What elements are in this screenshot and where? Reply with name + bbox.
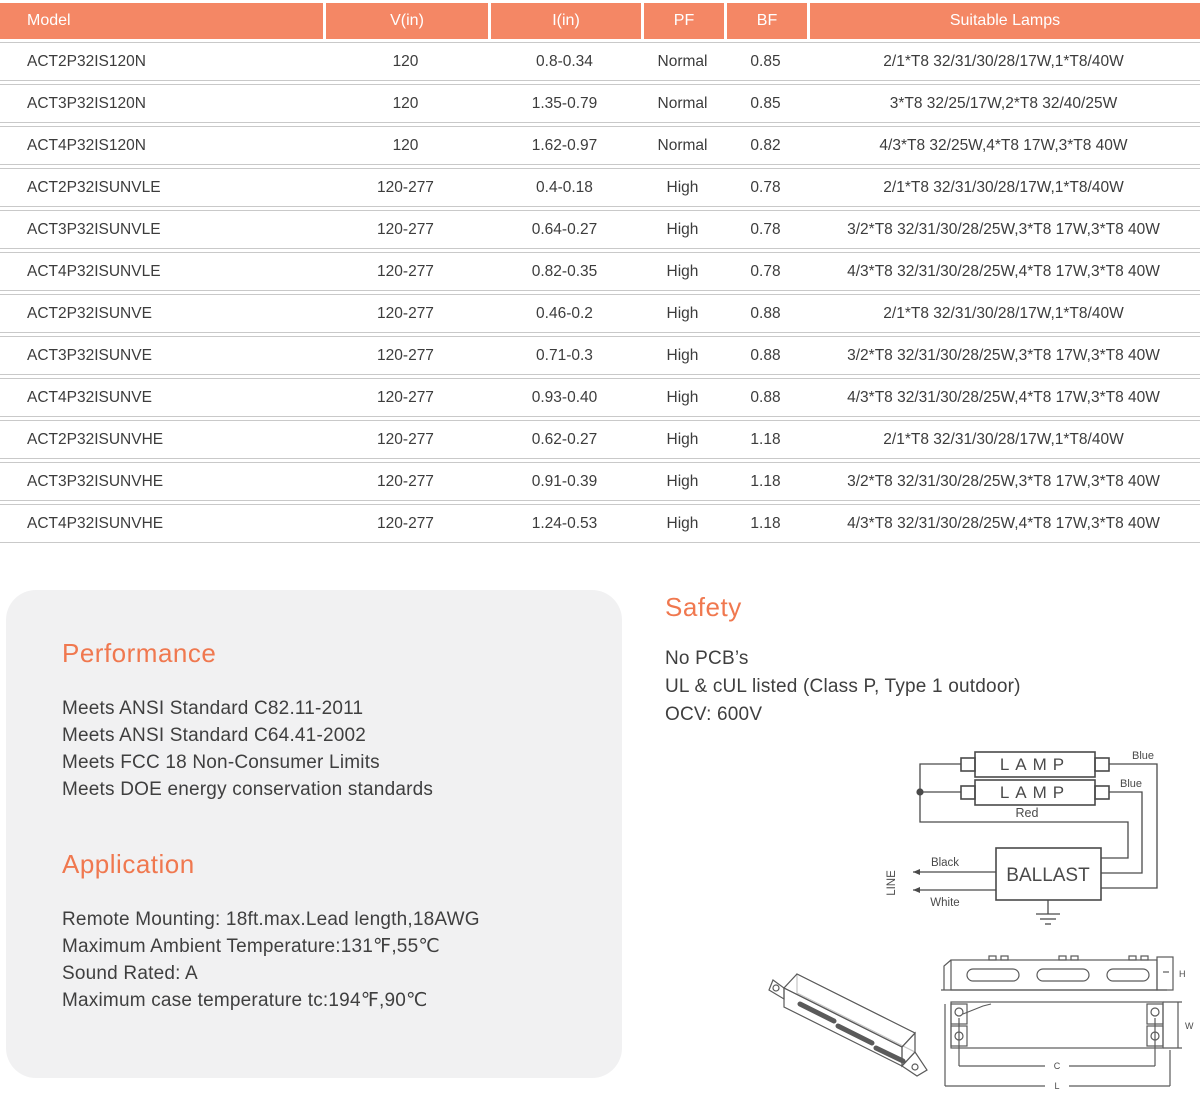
table-cell: 1.35-0.79 bbox=[488, 84, 641, 123]
application-item: Maximum case temperature tc:194℉,90℃ bbox=[62, 990, 428, 1011]
table-cell: 120-277 bbox=[323, 168, 488, 207]
table-cell: 4/3*T8 32/31/30/28/25W,4*T8 17W,3*T8 40W bbox=[807, 504, 1200, 543]
table-cell: 0.78 bbox=[724, 168, 807, 207]
table-cell: 0.4-0.18 bbox=[488, 168, 641, 207]
plan-view bbox=[945, 1002, 1182, 1086]
table-cell: 2/1*T8 32/31/30/28/17W,1*T8/40W bbox=[807, 42, 1200, 81]
table-cell: 0.85 bbox=[724, 84, 807, 123]
table-cell: 120-277 bbox=[323, 462, 488, 501]
table-cell: 0.78 bbox=[724, 210, 807, 249]
blue1-label: Blue bbox=[1131, 750, 1155, 762]
column-header: PF bbox=[641, 3, 724, 39]
white-wire-arrow bbox=[913, 887, 920, 893]
safety-section bbox=[665, 592, 1200, 729]
table-cell: High bbox=[641, 504, 724, 543]
isometric-view bbox=[769, 974, 927, 1076]
table-cell: 120-277 bbox=[323, 294, 488, 333]
table-cell: 3/2*T8 32/31/30/28/25W,3*T8 17W,3*T8 40W bbox=[807, 336, 1200, 375]
table-cell: 1.24-0.53 bbox=[488, 504, 641, 543]
table-cell: ACT4P32ISUNVE bbox=[0, 378, 323, 417]
spec-table-body bbox=[0, 42, 1200, 543]
column-header: Suitable Lamps bbox=[807, 3, 1200, 39]
table-cell: 4/3*T8 32/25W,4*T8 17W,3*T8 40W bbox=[807, 126, 1200, 165]
table-cell: ACT4P32ISUNVLE bbox=[0, 252, 323, 291]
table-cell: ACT3P32ISUNVE bbox=[0, 336, 323, 375]
table-cell: ACT4P32ISUNVHE bbox=[0, 504, 323, 543]
header-row bbox=[0, 3, 1200, 39]
safety-item: UL & cUL listed (Class P, Type 1 outdoor) bbox=[665, 676, 1021, 697]
table-cell: 3/2*T8 32/31/30/28/25W,3*T8 17W,3*T8 40W bbox=[807, 210, 1200, 249]
performance-item: Meets DOE energy conservation standards bbox=[62, 779, 434, 800]
performance-item: Meets ANSI Standard C64.41-2002 bbox=[62, 725, 367, 746]
table-cell: 4/3*T8 32/31/30/28/25W,4*T8 17W,3*T8 40W bbox=[807, 378, 1200, 417]
white-label: White bbox=[930, 897, 960, 909]
table-cell: 120-277 bbox=[323, 504, 488, 543]
table-cell: 120-277 bbox=[323, 252, 488, 291]
table-row bbox=[0, 252, 1200, 291]
table-cell: 0.78 bbox=[724, 252, 807, 291]
table-cell: 0.88 bbox=[724, 378, 807, 417]
table-row bbox=[0, 462, 1200, 501]
table-cell: 0.88 bbox=[724, 336, 807, 375]
side-view bbox=[941, 956, 1173, 990]
table-cell: 0.71-0.3 bbox=[488, 336, 641, 375]
table-cell: 2/1*T8 32/31/30/28/17W,1*T8/40W bbox=[807, 294, 1200, 333]
table-cell: High bbox=[641, 168, 724, 207]
table-cell: 0.91-0.39 bbox=[488, 462, 641, 501]
table-cell: 0.93-0.40 bbox=[488, 378, 641, 417]
wiring-diagram bbox=[865, 738, 1200, 940]
table-cell: 0.85 bbox=[724, 42, 807, 81]
case-drawings bbox=[745, 938, 1200, 1108]
table-cell: 0.46-0.2 bbox=[488, 294, 641, 333]
info-panel bbox=[6, 590, 622, 1078]
lamp2-label: LAMP bbox=[999, 783, 1071, 802]
red-label: Red bbox=[1015, 806, 1039, 820]
table-cell: 0.82 bbox=[724, 126, 807, 165]
table-cell: 120 bbox=[323, 84, 488, 123]
spacer bbox=[62, 803, 592, 849]
table-cell: 1.18 bbox=[724, 462, 807, 501]
performance-item: Meets FCC 18 Non-Consumer Limits bbox=[62, 752, 380, 773]
table-cell: 120 bbox=[323, 126, 488, 165]
table-cell: 1.18 bbox=[724, 504, 807, 543]
table-cell: Normal bbox=[641, 84, 724, 123]
table-cell: ACT3P32ISUNVLE bbox=[0, 210, 323, 249]
safety-title: Safety bbox=[665, 592, 742, 622]
table-cell: ACT2P32ISUNVE bbox=[0, 294, 323, 333]
table-cell: 0.82-0.35 bbox=[488, 252, 641, 291]
application-item: Sound Rated: A bbox=[62, 963, 198, 984]
table-row bbox=[0, 336, 1200, 375]
dim-w-label: W bbox=[1185, 1021, 1194, 1031]
table-cell: 3/2*T8 32/31/30/28/25W,3*T8 17W,3*T8 40W bbox=[807, 462, 1200, 501]
table-row bbox=[0, 294, 1200, 333]
black-wire-arrow bbox=[913, 869, 920, 875]
table-cell: Normal bbox=[641, 126, 724, 165]
table-cell: 0.62-0.27 bbox=[488, 420, 641, 459]
table-row bbox=[0, 210, 1200, 249]
table-cell: High bbox=[641, 210, 724, 249]
spec-table bbox=[0, 0, 1200, 546]
safety-list bbox=[665, 645, 1200, 729]
performance-list bbox=[62, 695, 592, 803]
column-header: V(in) bbox=[323, 3, 488, 39]
table-row bbox=[0, 378, 1200, 417]
table-cell: 2/1*T8 32/31/30/28/17W,1*T8/40W bbox=[807, 420, 1200, 459]
application-item: Maximum Ambient Temperature:131℉,55℃ bbox=[62, 936, 440, 957]
lamp1-label: LAMP bbox=[999, 755, 1071, 774]
table-cell: ACT2P32IS120N bbox=[0, 42, 323, 81]
safety-item: OCV: 600V bbox=[665, 704, 763, 725]
table-cell: 120-277 bbox=[323, 336, 488, 375]
table-row bbox=[0, 84, 1200, 123]
table-cell: Normal bbox=[641, 42, 724, 81]
column-header: Model bbox=[0, 3, 323, 39]
table-cell: High bbox=[641, 378, 724, 417]
table-cell: High bbox=[641, 252, 724, 291]
table-row bbox=[0, 504, 1200, 543]
table-row bbox=[0, 168, 1200, 207]
table-cell: 120-277 bbox=[323, 420, 488, 459]
table-cell: ACT2P32ISUNVHE bbox=[0, 420, 323, 459]
table-row bbox=[0, 126, 1200, 165]
blue2-label: Blue bbox=[1119, 778, 1143, 790]
table-cell: 120-277 bbox=[323, 378, 488, 417]
table-cell: High bbox=[641, 420, 724, 459]
table-cell: High bbox=[641, 462, 724, 501]
column-header: BF bbox=[724, 3, 807, 39]
table-cell: ACT3P32IS120N bbox=[0, 84, 323, 123]
table-cell: 120 bbox=[323, 42, 488, 81]
table-row bbox=[0, 420, 1200, 459]
application-list bbox=[62, 906, 592, 1014]
line-label: LINE bbox=[886, 870, 898, 896]
table-cell: 2/1*T8 32/31/30/28/17W,1*T8/40W bbox=[807, 168, 1200, 207]
dim-c-label: C bbox=[1053, 1061, 1061, 1071]
table-cell: 0.88 bbox=[724, 294, 807, 333]
spec-table-header bbox=[0, 3, 1200, 39]
black-label: Black bbox=[930, 857, 960, 869]
performance-item: Meets ANSI Standard C82.11-2011 bbox=[62, 698, 364, 719]
table-cell: High bbox=[641, 336, 724, 375]
table-cell: High bbox=[641, 294, 724, 333]
table-cell: ACT4P32IS120N bbox=[0, 126, 323, 165]
table-cell: ACT2P32ISUNVLE bbox=[0, 168, 323, 207]
ballast-label: BALLAST bbox=[1006, 865, 1090, 886]
table-cell: 3*T8 32/25/17W,2*T8 32/40/25W bbox=[807, 84, 1200, 123]
table-cell: 120-277 bbox=[323, 210, 488, 249]
table-cell: 1.18 bbox=[724, 420, 807, 459]
performance-title: Performance bbox=[62, 638, 217, 668]
table-cell: 4/3*T8 32/31/30/28/25W,4*T8 17W,3*T8 40W bbox=[807, 252, 1200, 291]
application-title: Application bbox=[62, 849, 195, 879]
safety-item: No PCB’s bbox=[665, 648, 749, 669]
dim-l-label: L bbox=[1054, 1081, 1060, 1091]
dim-h-label: H bbox=[1179, 969, 1186, 979]
table-cell: 0.64-0.27 bbox=[488, 210, 641, 249]
table-cell: 1.62-0.97 bbox=[488, 126, 641, 165]
junction-dot bbox=[916, 788, 923, 795]
application-item: Remote Mounting: 18ft.max.Lead length,18AWG bbox=[62, 909, 480, 930]
table-cell: ACT3P32ISUNVHE bbox=[0, 462, 323, 501]
table-row bbox=[0, 42, 1200, 81]
column-header: I(in) bbox=[488, 3, 641, 39]
table-cell: 0.8-0.34 bbox=[488, 42, 641, 81]
